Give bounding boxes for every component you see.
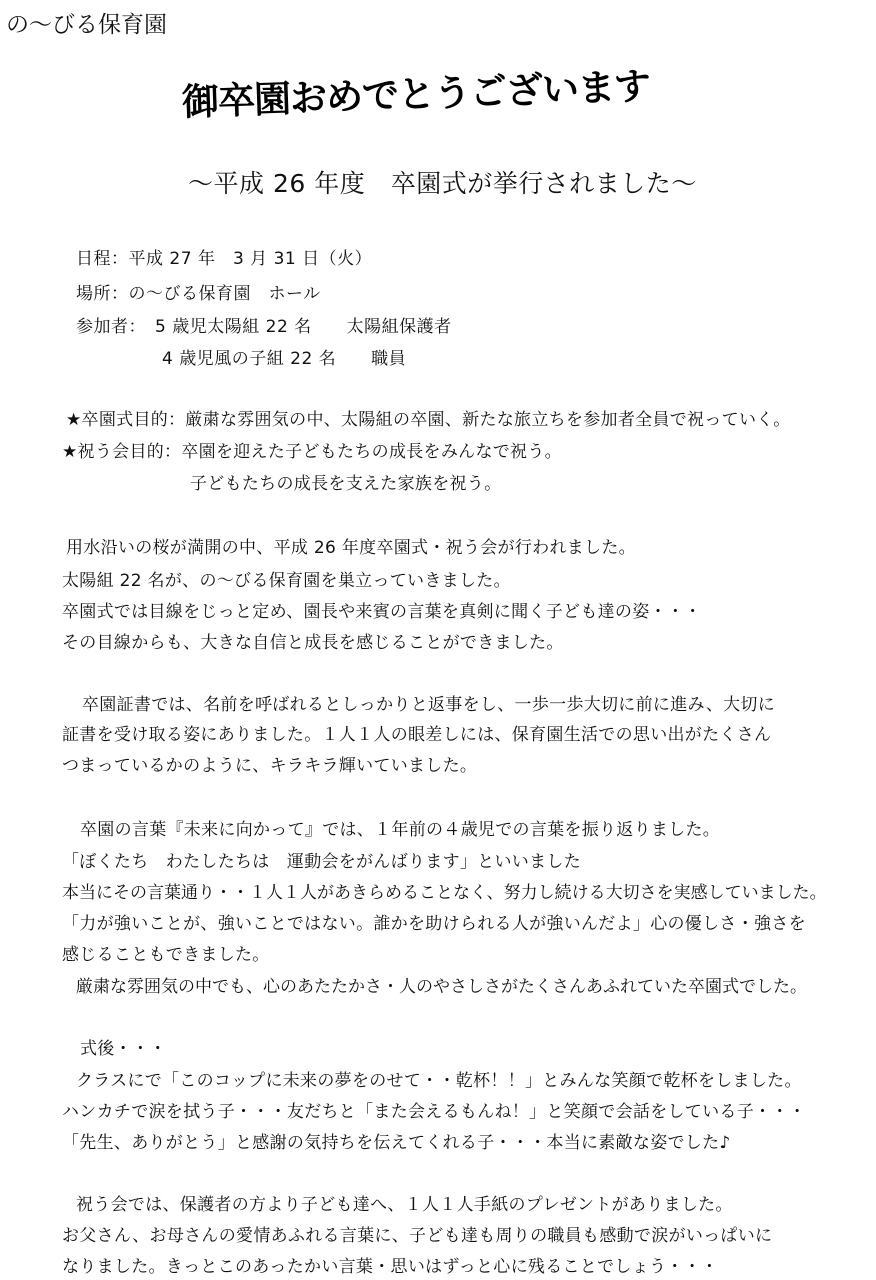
paragraph-line: クラスにで「このコップに未来の夢をのせて・・乾杯！！」とみんな笑顔で乾杯をしました。 [76,1071,802,1091]
event-participants-line-1: 参加者： 5 歳児太陽組 22 名 太陽組保護者 [76,317,452,337]
paragraph-line: 太陽組 22 名が、の〜びる保育園を巣立っていきました。 [62,571,511,591]
organization-name: の〜びる保育園 [6,12,167,38]
paragraph-line: 証書を受け取る姿にありました。１人１人の眼差しには、保育園生活での思い出がたくさん [62,725,772,745]
purpose-celebration-cont: 子どもたちの成長を支えた家族を祝う。 [190,474,502,494]
paragraph-line: 「先生、ありがとう」と感謝の気持ちを伝えてくれる子・・・本当に素敵な姿でした♪ [62,1133,731,1153]
paragraph-line: 卒園証書では、名前を呼ばれるとしっかりと返事をし、一歩一歩大切に前に進み、大切に [82,695,776,715]
purpose-celebration: ★祝う会目的：卒園を迎えた子どもたちの成長をみんなで祝う。 [62,442,562,462]
paragraph-line: ハンカチで涙を拭う子・・・友だちと「また会えるもんね！」と笑顔で会話をしている子・・・ [62,1102,806,1122]
paragraph-line: 卒園式では目線をじっと定め、園長や来賓の言葉を真剣に聞く子ども達の姿・・・ [62,602,702,622]
purpose-graduation: ★卒園式目的：厳粛な雰囲気の中、太陽組の卒園、新たな旅立ちを参加者全員で祝っていく。 [66,410,791,430]
paragraph-line: 「力が強いことが、強いことではない。誰かを助けられる人が強いんだよ」心の優しさ・強さを [62,914,806,934]
paragraph-line: なりました。きっとこのあったかい言葉・思いはずっと心に残ることでしょう・・・ [62,1257,719,1277]
paragraph-line: 祝う会では、保護者の方より子ども達へ、１人１人手紙のプレゼントがありました。 [76,1195,733,1215]
paragraph-line: 卒園の言葉『未来に向かって』では、１年前の４歳児での言葉を振り返りました。 [80,820,721,840]
page-headline: 御卒園おめでとうございます [181,64,651,124]
paragraph-line: 本当にその言葉通り・・１人１人があきらめることなく、努力し続ける大切さを実感していました。 [62,883,827,903]
paragraph-line: 厳粛な雰囲気の中でも、心のあたたかさ・人のやさしさがたくさんあふれていた卒園式でした。 [76,977,807,997]
event-place: 場所：の〜びる保育園 ホール [76,284,321,304]
page-subtitle: 〜平成 26 年度 卒園式が挙行されました〜 [188,169,697,198]
event-participants-line-2: 4 歳児風の子組 22 名 職員 [162,349,407,369]
paragraph-line: その目線からも、大きな自信と成長を感じることができました。 [62,633,564,653]
paragraph-line: 用水沿いの桜が満開の中、平成 26 年度卒園式・祝う会が行われました。 [66,538,636,558]
paragraph-line: 「ぼくたち わたしたちは 運動会をがんばります」といいました [62,852,581,872]
paragraph-line: つまっているかのように、キラキラ輝いていました。 [62,756,478,776]
paragraph-line: 式後・・・ [80,1039,167,1059]
paragraph-line: お父さん、お母さんの愛情あふれる言葉に、子ども達も周りの職員も感動で涙がいっぱいに [62,1226,773,1246]
event-date: 日程：平成 27 年 3 月 31 日（火） [76,249,373,269]
paragraph-line: 感じることもできました。 [62,945,270,965]
